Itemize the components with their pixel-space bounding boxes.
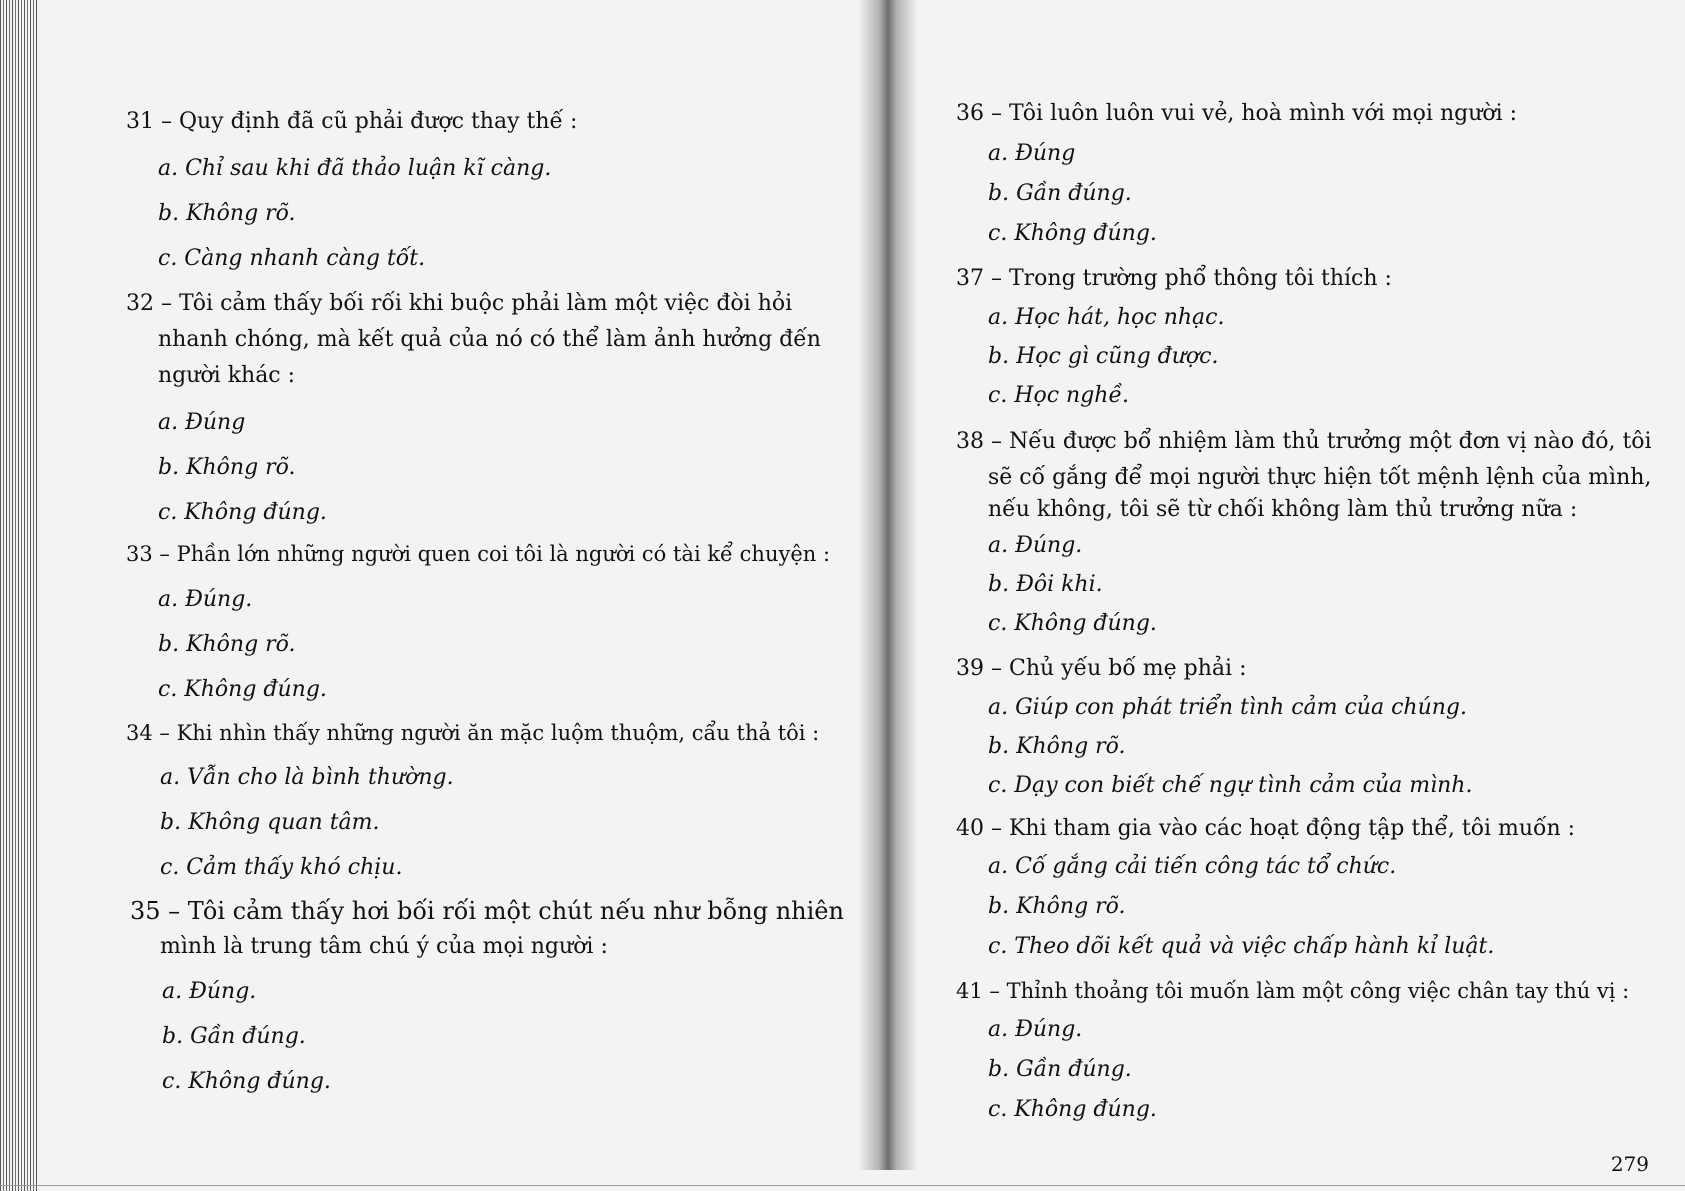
question-33-text: 33 – Phần lớn những người quen coi tôi là người có tài kể chuyện : (126, 542, 831, 566)
question-31-answer-c: c. Càng nhanh càng tốt. (158, 246, 426, 271)
question-33-answer-a: a. Đúng. (158, 587, 253, 612)
question-31-answer-a: a. Chỉ sau khi đã thảo luận kĩ càng. (158, 156, 552, 181)
question-38-line-1: 38 – Nếu được bổ nhiệm làm thủ trưởng một đơn vị nào đó, tôi (956, 429, 1652, 454)
question-31-text: 31 – Quy định đã cũ phải được thay thế : (126, 109, 578, 134)
question-34-text: 34 – Khi nhìn thấy những người ăn mặc luộm thuộm, cẩu thả tôi : (126, 721, 820, 745)
question-41-answer-c: c. Không đúng. (988, 1097, 1157, 1122)
question-38-line-3: nếu không, tôi sẽ từ chối không làm thủ trưởng nữa : (988, 497, 1578, 522)
question-39-answer-a: a. Giúp con phát triển tình cảm của chúng. (988, 695, 1467, 720)
question-34 (126, 715, 819, 751)
question-38-cont-2 (988, 492, 1577, 528)
question-38-answer-c: c. Không đúng. (988, 611, 1157, 636)
question-40-answer-b: b. Không rõ. (988, 894, 1126, 919)
page-number: 279 (1610, 1152, 1649, 1176)
question-32-answer-c: c. Không đúng. (158, 500, 327, 525)
question-32-answer-a: a. Đúng (158, 410, 246, 435)
question-39-text: 39 – Chủ yếu bố mẹ phải : (956, 656, 1247, 681)
question-35-line-1: 35 – Tôi cảm thấy hơi bối rối một chút nếu như bỗng nhiên (130, 897, 844, 925)
question-39 (956, 651, 1247, 687)
question-37-text: 37 – Trong trường phổ thông tôi thích : (956, 266, 1392, 291)
right-page (918, 0, 1685, 1191)
question-32-line-1: 32 – Tôi cảm thấy bối rối khi buộc phải làm một việc đòi hỏi (126, 291, 793, 316)
question-35-cont (160, 929, 608, 965)
question-33 (126, 536, 830, 572)
question-41 (956, 973, 1629, 1009)
question-32 (126, 286, 792, 322)
question-38-line-2: sẽ cố gắng để mọi người thực hiện tốt mệnh lệnh của mình, (988, 465, 1652, 490)
question-41-answer-b: b. Gần đúng. (988, 1057, 1132, 1082)
question-38-answer-a: a. Đúng. (988, 533, 1083, 558)
question-40-answer-a: a. Cố gắng cải tiến công tác tổ chức. (988, 854, 1397, 879)
question-36-answer-c: c. Không đúng. (988, 221, 1157, 246)
question-33-answer-b: b. Không rõ. (158, 632, 296, 657)
question-33-answer-c: c. Không đúng. (158, 677, 327, 702)
question-36-answer-a: a. Đúng (988, 141, 1076, 166)
question-35-answer-a: a. Đúng. (162, 979, 257, 1004)
question-38-answer-b: b. Đôi khi. (988, 572, 1103, 597)
question-32-answer-b: b. Không rõ. (158, 455, 296, 480)
question-39-answer-c: c. Dạy con biết chế ngự tình cảm của mình. (988, 773, 1473, 798)
question-34-answer-c: c. Cảm thấy khó chịu. (160, 855, 403, 880)
question-35-answer-b: b. Gần đúng. (162, 1024, 306, 1049)
question-32-line-2: nhanh chóng, mà kết quả của nó có thể làm ảnh hưởng đến (158, 327, 821, 352)
question-35-line-2: mình là trung tâm chú ý của mọi người : (160, 934, 608, 959)
question-32-cont (158, 322, 821, 358)
question-41-answer-a: a. Đúng. (988, 1017, 1083, 1042)
question-37-answer-c: c. Học nghề. (988, 383, 1130, 408)
question-32-line-3: người khác : (158, 363, 296, 388)
question-38-cont (988, 460, 1651, 496)
question-40 (956, 811, 1575, 847)
question-37-answer-b: b. Học gì cũng được. (988, 344, 1219, 369)
question-34-answer-a: a. Vẫn cho là bình thường. (160, 765, 454, 790)
question-41-text: 41 – Thỉnh thoảng tôi muốn làm một công việc chân tay thú vị : (956, 979, 1630, 1003)
question-36 (956, 96, 1517, 132)
question-31 (126, 104, 577, 140)
question-37 (956, 261, 1392, 297)
question-35-answer-c: c. Không đúng. (162, 1069, 331, 1094)
question-40-text: 40 – Khi tham gia vào các hoạt động tập thể, tôi muốn : (956, 816, 1576, 841)
question-38 (956, 424, 1652, 460)
question-34-answer-b: b. Không quan tâm. (160, 810, 380, 835)
question-32-cont-2 (158, 358, 295, 394)
question-35 (130, 893, 844, 929)
question-39-answer-b: b. Không rõ. (988, 734, 1126, 759)
question-40-answer-c: c. Theo dõi kết quả và việc chấp hành kỉ luật. (988, 934, 1495, 959)
question-31-answer-b: b. Không rõ. (158, 201, 296, 226)
question-36-answer-b: b. Gần đúng. (988, 181, 1132, 206)
book-spine-gutter (858, 0, 918, 1170)
question-36-text: 36 – Tôi luôn luôn vui vẻ, hoà mình với mọi người : (956, 101, 1518, 126)
question-37-answer-a: a. Học hát, học nhạc. (988, 305, 1225, 330)
